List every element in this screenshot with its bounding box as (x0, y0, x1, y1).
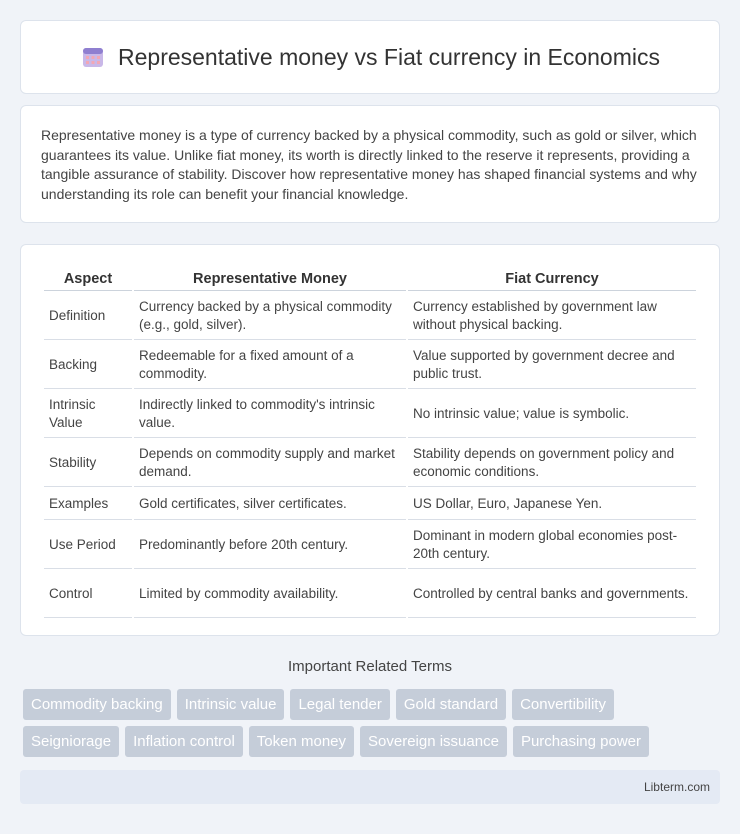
tag-intrinsic-value[interactable]: Intrinsic value (177, 689, 285, 720)
header-representative: Representative Money (134, 267, 406, 291)
tag-row (23, 726, 723, 757)
tag-sovereign-issuance[interactable]: Sovereign issuance (360, 726, 507, 757)
tag-commodity-backing[interactable]: Commodity backing (23, 689, 171, 720)
title-card (20, 20, 720, 94)
fiat-cell: Dominant in modern global economies post-20th century. (408, 522, 696, 569)
aspect-cell: Intrinsic Value (44, 391, 132, 438)
tag-inflation-control[interactable]: Inflation control (125, 726, 243, 757)
intro-text: Representative money is a type of currency backed by a physical commodity, such as gold or silver, which guarantees its value. Unlike fiat money, its worth is directly linked to the reserve it represents, providing a tangible assurance of stability. Discover how representative money has shaped financial systems and why understanding its role can benefit your financial knowledge. (41, 127, 697, 202)
representative-cell: Limited by commodity availability. (134, 571, 406, 618)
aspect-cell: Control (44, 571, 132, 618)
table-header-row (44, 267, 696, 291)
aspect-cell: Definition (44, 293, 132, 340)
table-row (44, 571, 696, 618)
fiat-cell: Controlled by central banks and governments. (408, 571, 696, 618)
page-title: Representative money vs Fiat currency in Economics (118, 43, 660, 70)
header-aspect: Aspect (44, 267, 132, 291)
table-row (44, 440, 696, 487)
intro-card (20, 105, 720, 223)
representative-cell: Indirectly linked to commodity's intrinsic value. (134, 391, 406, 438)
representative-cell: Depends on commodity supply and market demand. (134, 440, 406, 487)
tag-legal-tender[interactable]: Legal tender (290, 689, 389, 720)
header-fiat: Fiat Currency (408, 267, 696, 291)
representative-cell: Gold certificates, silver certificates. (134, 489, 406, 520)
representative-cell: Predominantly before 20th century. (134, 522, 406, 569)
table-row (44, 391, 696, 438)
footer (20, 770, 720, 804)
tag-convertibility[interactable]: Convertibility (512, 689, 614, 720)
tag-purchasing-power[interactable]: Purchasing power (513, 726, 649, 757)
table-row (44, 293, 696, 340)
fiat-cell: US Dollar, Euro, Japanese Yen. (408, 489, 696, 520)
representative-cell: Redeemable for a fixed amount of a commodity. (134, 342, 406, 389)
calendar-grid-icon (80, 44, 106, 70)
aspect-cell: Stability (44, 440, 132, 487)
representative-cell: Currency backed by a physical commodity (e.g., gold, silver). (134, 293, 406, 340)
fiat-cell: Stability depends on government policy and economic conditions. (408, 440, 696, 487)
aspect-cell: Examples (44, 489, 132, 520)
fiat-cell: Value supported by government decree and public trust. (408, 342, 696, 389)
fiat-cell: No intrinsic value; value is symbolic. (408, 391, 696, 438)
tag-token-money[interactable]: Token money (249, 726, 354, 757)
aspect-cell: Backing (44, 342, 132, 389)
tag-seigniorage[interactable]: Seigniorage (23, 726, 119, 757)
table-row (44, 342, 696, 389)
aspect-cell: Use Period (44, 522, 132, 569)
related-terms-title: Important Related Terms (288, 658, 452, 675)
table-row (44, 522, 696, 569)
comparison-table (42, 265, 698, 620)
table-row (44, 489, 696, 520)
fiat-cell: Currency established by government law without physical backing. (408, 293, 696, 340)
tag-row (23, 689, 723, 720)
comparison-card (20, 244, 720, 636)
footer-link[interactable]: Libterm.com (643, 780, 710, 794)
related-terms-tags (23, 689, 723, 763)
tag-gold-standard[interactable]: Gold standard (396, 689, 506, 720)
